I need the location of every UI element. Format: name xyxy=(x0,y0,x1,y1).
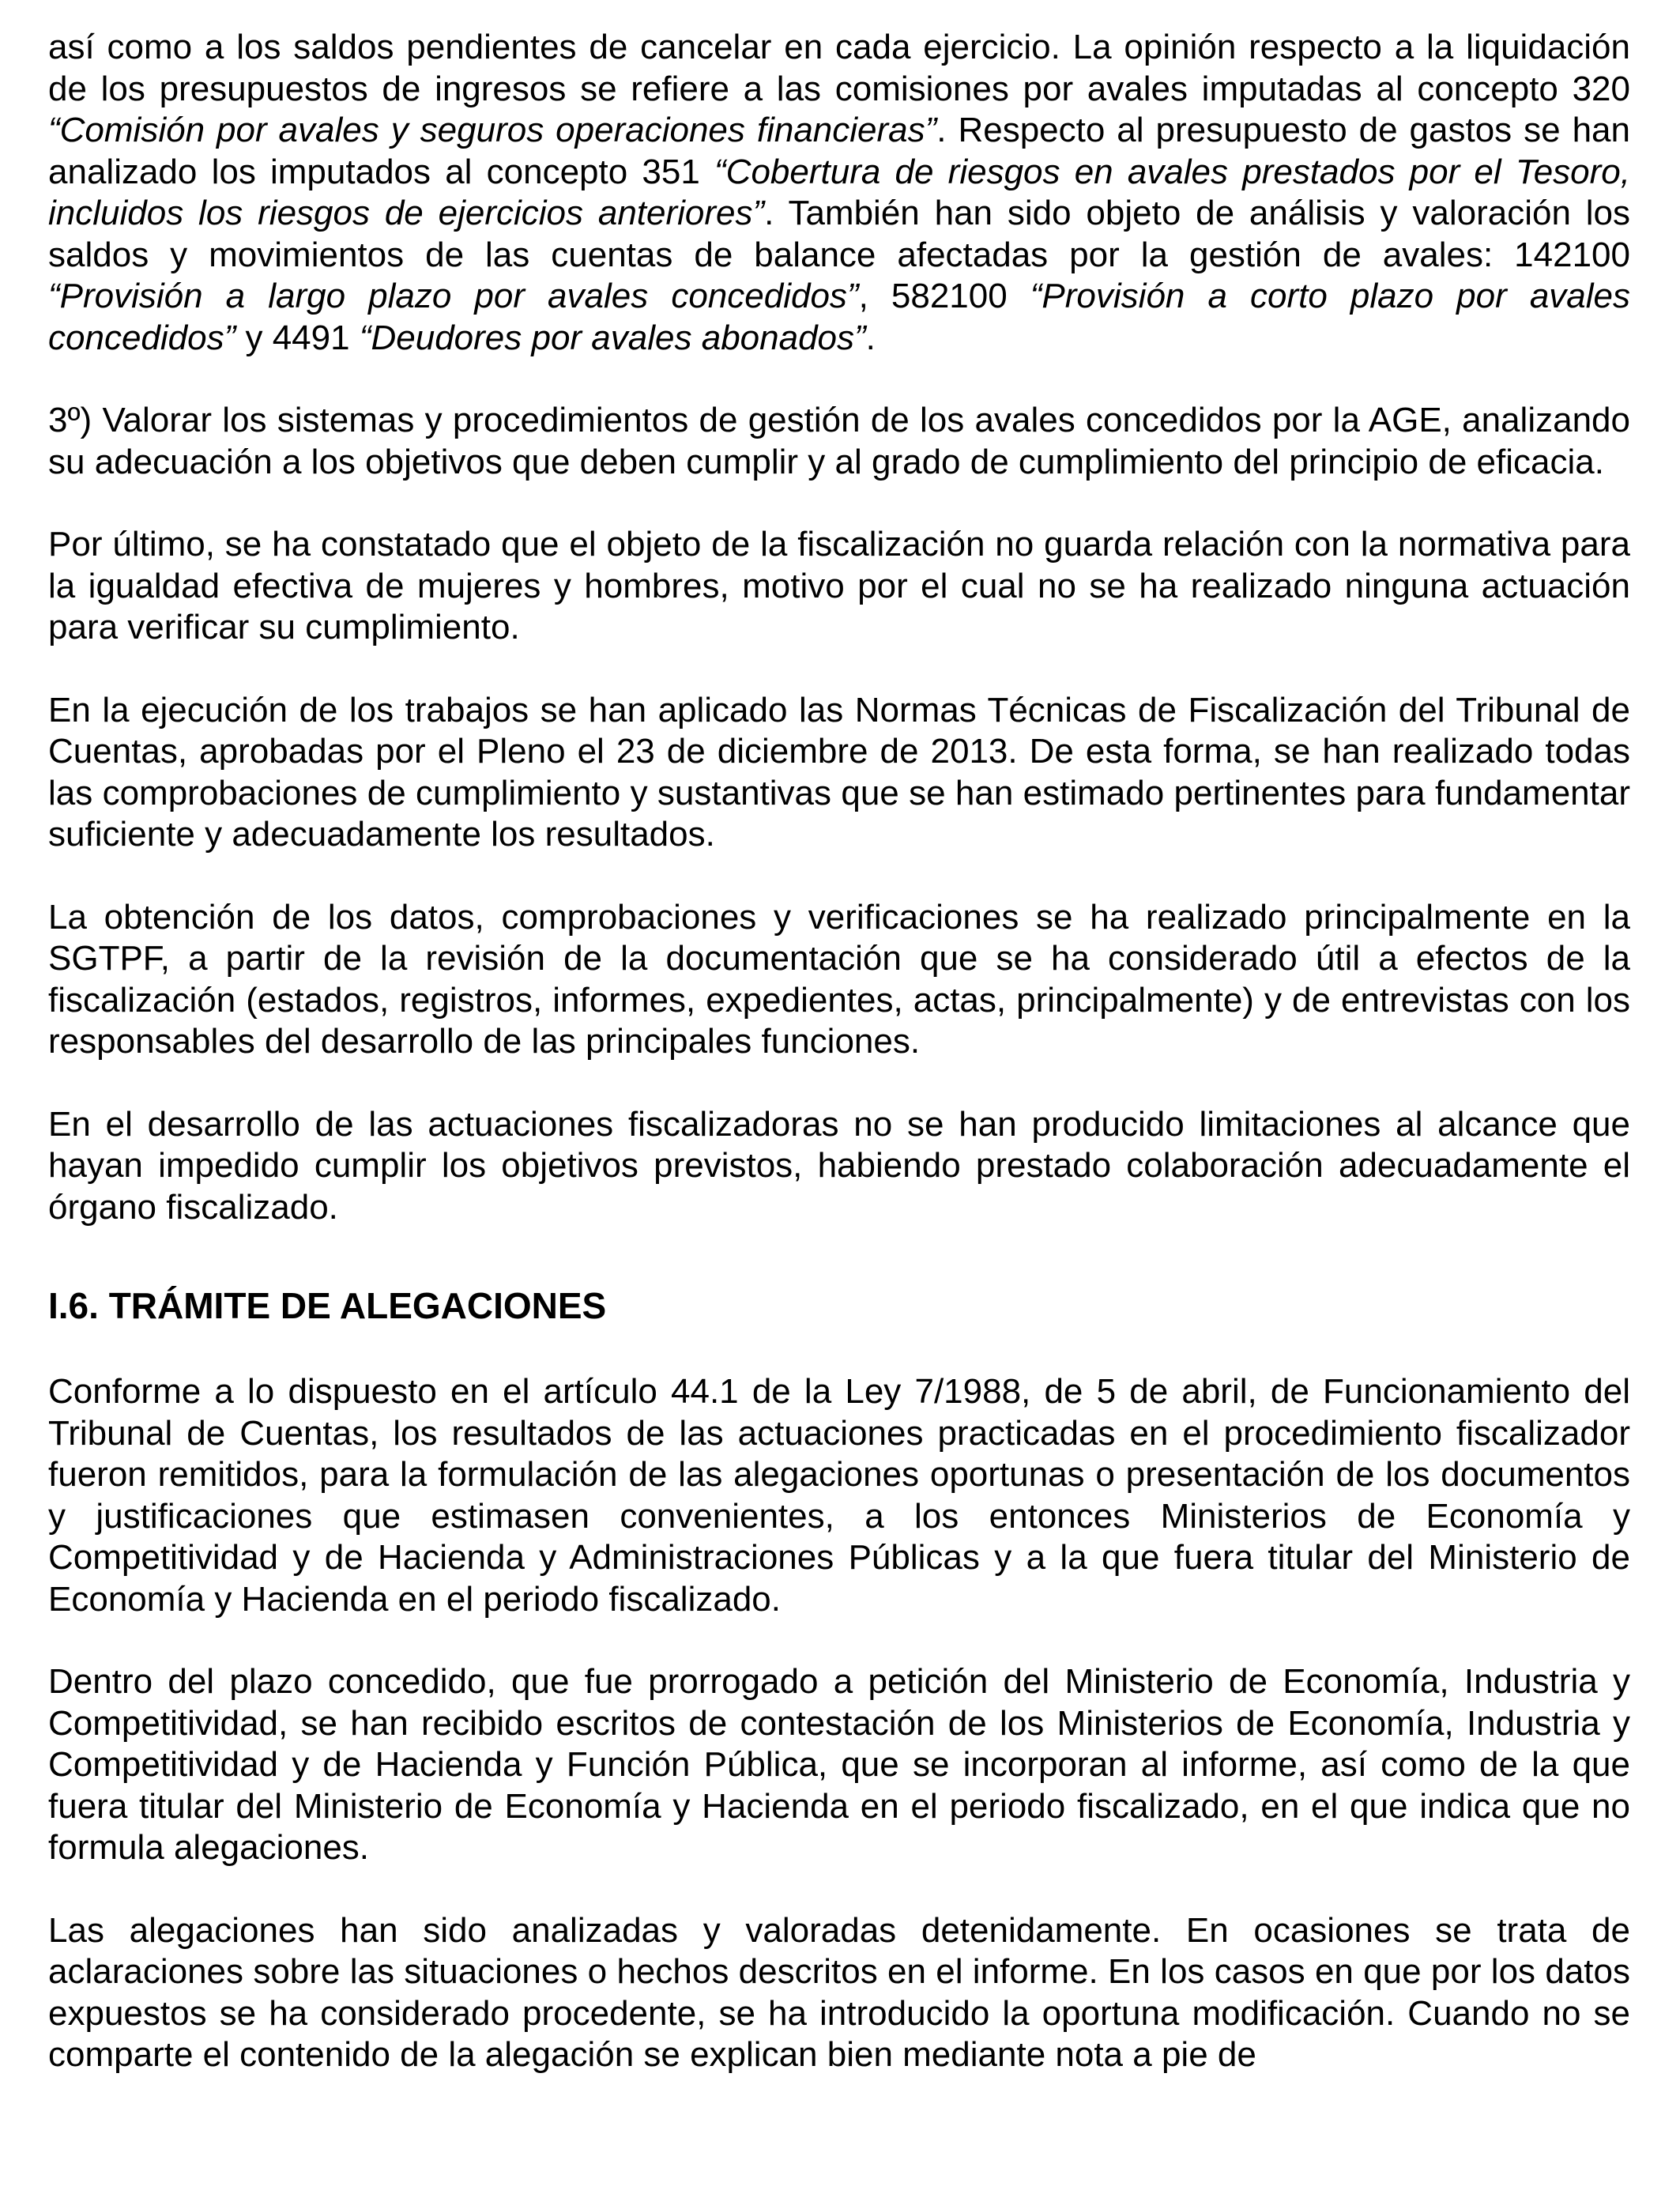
paragraph-equality: Por último, se ha constatado que el objeto de la fiscalización no guarda relación con la normativa para la igualdad efectiva de mujeres y hombres, motivo por el cual no se ha realizado ninguna actuación para verificar su cumplimiento. xyxy=(48,525,1630,647)
document-page xyxy=(48,27,1630,2117)
paragraph-scope-accounts xyxy=(48,27,1630,359)
paragraph-limitations: En el desarrollo de las actuaciones fiscalizadoras no se han producido limitaciones al alcance que hayan impedido cumplir los objetivos previstos, habiendo prestado colaboración adecuadamente el órgano fiscalizado. xyxy=(48,1104,1630,1227)
text-run: así como a los saldos pendientes de cancelar en cada ejercicio. La opinión respecto a la liquidación de los presupuestos de ingresos se refiere a las comisiones por avales imputadas al concepto 320 xyxy=(48,28,1630,108)
paragraph-allegations-received: Dentro del plazo concedido, que fue prorrogado a petición del Ministerio de Economía, Industria y Competitividad, se han recibido escritos de contestación de los Ministerios de Economía, Industria y Competitividad y de Hacienda y Función Pública, que se incorporan al informe, así como de la que fuera titular del Ministerio de Economía y Hacienda en el periodo fiscalizado, en el que indica que no formula alegaciones. xyxy=(48,1662,1630,1867)
text-run-italic: “Cobertura de riesgos en avales prestados por el Tesoro, incluidos los riesgos de ejercicios anteriores” xyxy=(48,152,1630,232)
text-run-italic: “Comisión por avales y seguros operaciones financieras” xyxy=(48,111,937,149)
text-run: . xyxy=(865,318,876,357)
text-run: . También han sido objeto de análisis y valoración los saldos y movimientos de las cuentas de balance afectadas por la gestión de avales: 142100 xyxy=(48,194,1631,274)
text-run: y 4491 xyxy=(235,318,360,357)
paragraph-objective-3: 3º) Valorar los sistemas y procedimientos de gestión de los avales concedidos por la AGE, analizando su adecuación a los objetivos que deben cumplir y al grado de cumplimiento del principio de eficacia. xyxy=(48,401,1630,481)
paragraph-allegations-analysis: Las alegaciones han sido analizadas y valoradas detenidamente. En ocasiones se trata de aclaraciones sobre las situaciones o hechos descritos en el informe. En los casos en que por los datos expuestos se ha considerado procedente, se ha introducido la oportuna modificación. Cuando no se comparte el contenido de la alegación se explican bien mediante nota a pie de xyxy=(48,1910,1630,2074)
text-run: . Respecto al presupuesto de gastos se han analizado los imputados al concepto 351 xyxy=(48,111,1630,191)
paragraph-standards: En la ejecución de los trabajos se han aplicado las Normas Técnicas de Fiscalización del Tribunal de Cuentas, aprobadas por el Pleno el 23 de diciembre de 2013. De esta forma, se han realizado todas las comprobaciones de cumplimiento y sustantivas que se han estimado pertinentes para fundamentar suficiente y adecuadamente los resultados. xyxy=(48,690,1630,854)
text-run: , 582100 xyxy=(858,277,1030,315)
text-run-italic: “Deudores por avales abonados” xyxy=(359,318,866,357)
text-run-italic: “Provisión a largo plazo por avales concedidos” xyxy=(48,277,859,315)
text-run-italic: “Provisión a corto plazo por avales concedidos” xyxy=(48,277,1631,357)
section-heading: I.6. TRÁMITE DE ALEGACIONES xyxy=(48,1285,607,1326)
paragraph-data-collection: La obtención de los datos, comprobaciones y verificaciones se ha realizado principalmente en la SGTPF, a partir de la revisión de la documentación que se ha considerado útil a efectos de la fiscalización (estados, registros, informes, expedientes, actas, principalmente) y de entrevistas con los responsables del desarrollo de las principales funciones. xyxy=(48,897,1630,1061)
paragraph-allegations-law: Conforme a lo dispuesto en el artículo 44.1 de la Ley 7/1988, de 5 de abril, de Funcionamiento del Tribunal de Cuentas, los resultados de las actuaciones practicadas en el procedimiento fiscalizador fueron remitidos, para la formulación de las alegaciones oportunas o presentación de los documentos y justificaciones que estimasen convenientes, a los entonces Ministerios de Economía y Competitividad y de Hacienda y Administraciones Públicas y a la que fuera titular del Ministerio de Economía y Hacienda en el periodo fiscalizado. xyxy=(48,1372,1630,1619)
